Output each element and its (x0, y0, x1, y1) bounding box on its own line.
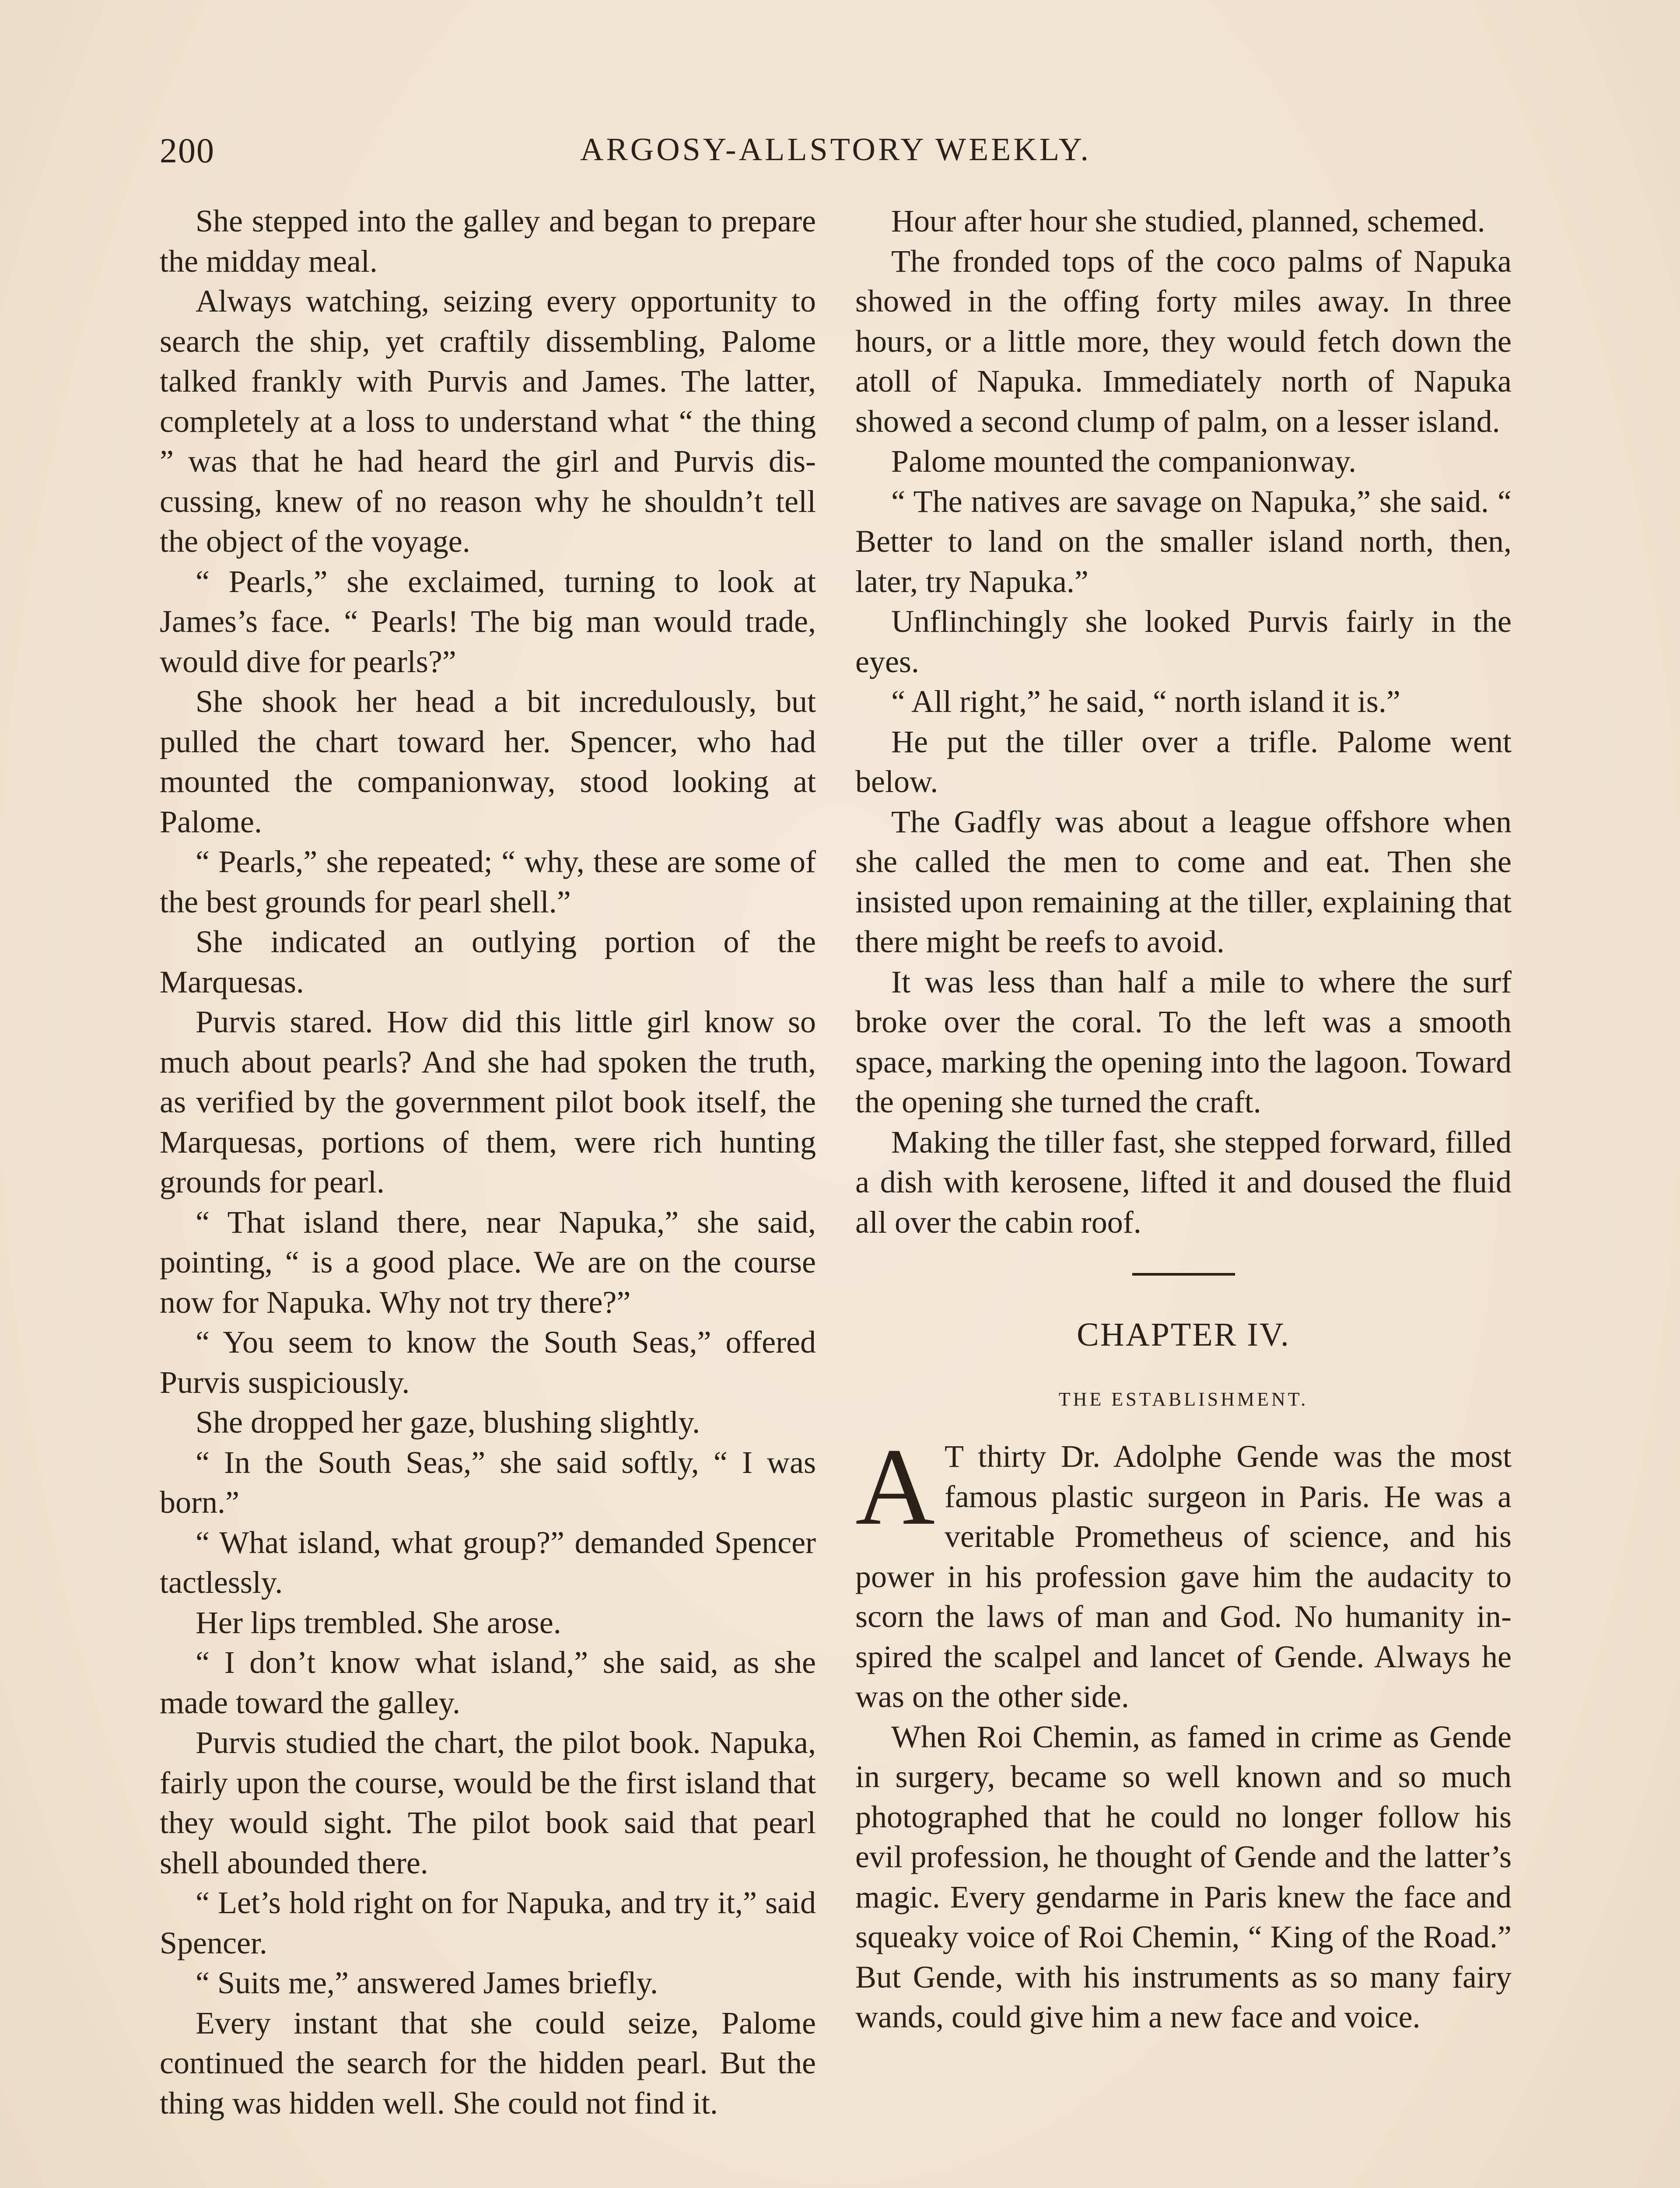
paragraph: Every instant that she could seize, Palome continued the search for the hidden pearl. But the thing was hidden well. She could not find it. (160, 2005, 816, 2121)
paragraph: He put the tiller over a trifle. Palome went below. (855, 724, 1512, 799)
paragraph: “ Pearls,” she repeated; “ why, these are some of the best grounds for pearl shell.” (160, 844, 816, 919)
drop-cap: A (855, 1425, 935, 1548)
chapter-opening-paragraph (855, 1425, 1512, 1717)
chapter-title: CHAPTER IV. (1077, 1316, 1290, 1353)
paragraph: “ In the South Seas,” she said softly, “ I was born.” (160, 1445, 816, 1520)
right-column (855, 201, 1512, 2037)
paragraph: It was less than half a mile to where the surf broke over the coral. To the left was a smooth space, marking the opening into the lagoon. Toward the opening she turned the craft. (855, 964, 1512, 1119)
paragraph: “ That island there, near Napuka,” she said, pointing, “ is a good place. We are on the course now for Napuka. Why not try there?” (160, 1204, 816, 1320)
paragraph: “ Pearls,” she exclaimed, turning to look at James’s face. “ Pearls! The big man would trade, would dive for pearls?” (160, 564, 816, 679)
paragraph: Always watching, seizing every opportunity to search the ship, yet craftily dissembling, Palome talked frankly with Purvis and James. The latter, completely at a loss to understand what “ the thing ” was that he had heard the girl and Purvis discussing, knew of no reason why he shouldn’t tell the object of the voyage. (160, 284, 816, 559)
paragraph: She indicated an outlying portion of the Marquesas. (160, 924, 816, 999)
running-head: ARGOSY-ALLSTORY WEEKLY. (580, 132, 1092, 168)
section-divider (1132, 1273, 1235, 1276)
paragraph: “ Suits me,” answered James briefly. (196, 1965, 658, 2000)
paragraph: “ You seem to know the South Seas,” offered Purvis suspiciously. (160, 1325, 816, 1400)
paragraph: She dropped her gaze, blushing slightly. (196, 1405, 700, 1440)
paragraph: Hour after hour she studied, planned, schemed. (891, 203, 1485, 238)
paragraph: Making the tiller fast, she stepped forward, filled a dish with kerosene, lifted it and doused the fluid all over the cabin roof. (855, 1124, 1512, 1240)
paragraph: Unflinchingly she looked Purvis fairly in the eyes. (855, 604, 1512, 679)
paragraph: The Gadfly was about a league offshore when she called the men to come and eat. Then she insisted upon remaining at the tiller, explaining that there might be reefs to avoid. (855, 804, 1512, 959)
left-column (160, 201, 816, 2123)
page-number: 200 (160, 132, 215, 170)
paragraph: “ I don’t know what island,” she said, as she made toward the galley. (160, 1645, 816, 1720)
opening-text: T thirty Dr. Adolphe Gende was the most famous plastic surgeon in Paris. He was a veritable Prometheus of science, and his power in his profession gave him the audacity to scorn the laws of man and God. No humanity inspired the scalpel and lancet of Gende. Always he was on the other side. (855, 1439, 1512, 1714)
chapter-subtitle: THE ESTABLISHMENT. (1058, 1388, 1309, 1410)
paragraph: The fronded tops of the coco palms of Napuka showed in the offing forty miles away. In three hours, or a little more, they would fetch down the atoll of Napuka. Immediately north of Napuka showed a second clump of palm, on a lesser island. (855, 243, 1512, 439)
paragraph: When Roi Chemin, as famed in crime as Gende in surgery, became so well known and so much photographed that he could no longer follow his evil profession, he thought of Gende and the latter’s magic. Every gendarme in Paris knew the face and squeaky voice of Roi Chemin, “ King of the Road.” But Gende, with his instruments as so many fairy wands, could give him a new face and voice. (855, 1719, 1512, 2034)
page-header (160, 131, 1512, 171)
paragraph: “ All right,” he said, “ north island it is.” (891, 684, 1400, 719)
paragraph: Purvis studied the chart, the pilot book. Napuka, fairly upon the course, would be the first island that they would sight. The pilot book said that pearl shell abounded there. (160, 1725, 816, 1880)
paragraph: She shook her head a bit incredulously, but pulled the chart toward her. Spencer, who had mounted the companionway, stood looking at Palome. (160, 684, 816, 839)
paragraph: “ Let’s hold right on for Napuka, and try it,” said Spencer. (160, 1885, 816, 1960)
paragraph: “ What island, what group?” demanded Spencer tactlessly. (160, 1525, 816, 1600)
paragraph: “ The natives are savage on Napuka,” she said. “ Better to land on the smaller island north, then, later, try Napuka.” (855, 484, 1512, 599)
paragraph: Palome mounted the companionway. (891, 444, 1357, 479)
paragraph: Purvis stared. How did this little girl know so much about pearls? And she had spoken the truth, as verified by the government pilot book itself, the Marquesas, portions of them, were rich hunting grounds for pearl. (160, 1004, 816, 1199)
paragraph: Her lips trembled. She arose. (196, 1605, 561, 1640)
paragraph: She stepped into the galley and began to prepare the midday meal. (160, 203, 816, 279)
